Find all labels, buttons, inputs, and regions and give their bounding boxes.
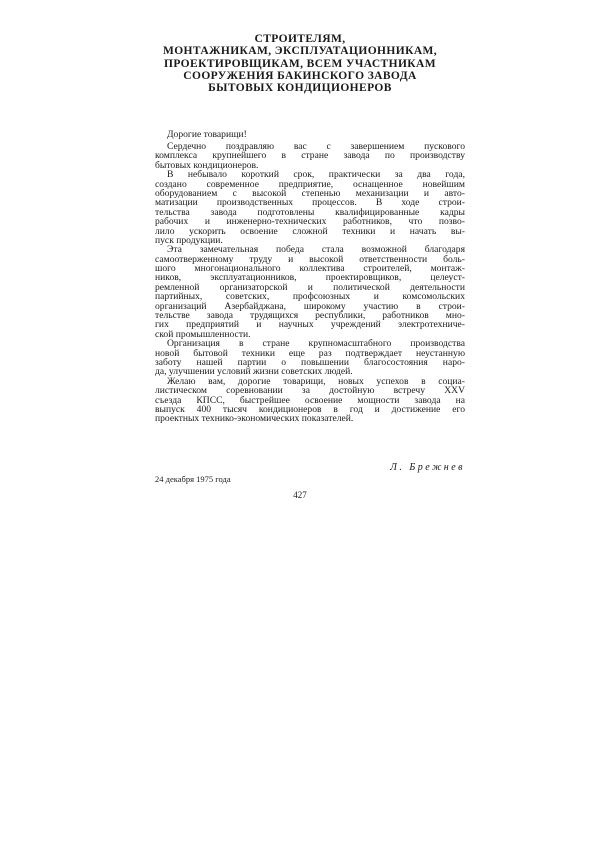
text-line: оборудованием с высокой степенью механизации и авто- xyxy=(155,188,465,199)
text-line: создано современное предприятие, оснащенное новейшим xyxy=(155,179,465,189)
text-line: ников, эксплуатационников, проектировщиков, целеуст- xyxy=(155,273,465,283)
title-line: МОНТАЖНИКАМ, ЭКСПЛУАТАЦИОННИКАМ, xyxy=(162,45,438,58)
text-line: листическом соревновании за достойную встречу XXV xyxy=(155,386,465,396)
text-line: комплекса крупнейшего в стране завода по производству xyxy=(155,151,465,161)
title-line: СООРУЖЕНИЯ БАКИНСКОГО ЗАВОДА xyxy=(183,69,417,82)
document-title xyxy=(120,33,480,94)
letter-body xyxy=(155,130,465,424)
paragraph xyxy=(155,377,465,424)
title-line: СТРОИТЕЛЯМ, xyxy=(254,33,346,45)
text-line: съезда КПСС, быстрейшее освоение мощности завода на xyxy=(155,395,465,405)
paragraph xyxy=(155,170,465,245)
text-line: Организация в стране крупномасштабного производства xyxy=(167,339,465,349)
title-line: БЫТОВЫХ КОНДИЦИОНЕРОВ xyxy=(208,82,392,95)
text-line: шого многонационального коллектива строителей, монтаж- xyxy=(155,264,465,274)
text-line: Желаю вам, дорогие товарищи, новых успехов в социа- xyxy=(167,376,465,387)
text-line: В небывало короткий срок, практически за два года, xyxy=(167,170,465,180)
text-line: да, улучшении условий жизни советских людей. xyxy=(155,366,353,378)
text-line: новой бытовой техники еще раз подтверждает неустанную xyxy=(155,348,465,358)
title-line: ПРОЕКТИРОВЩИКАМ, ВСЕМ УЧАСТНИКАМ xyxy=(163,57,437,70)
text-line: бытовых кондиционеров. xyxy=(155,159,259,171)
page-number: 427 xyxy=(293,490,307,500)
text-line: выпуск 400 тысяч кондиционеров в год и достижение его xyxy=(155,404,465,415)
text-line: организаций Азербайджана, широкому участию в строи- xyxy=(155,301,465,312)
text-line: Эта замечательная победа стала возможной благодаря xyxy=(167,245,465,255)
text-line: заботу нашей партии о повышении благосостояния наро- xyxy=(155,357,465,368)
text-line: ремленной организаторской и политической деятельности xyxy=(155,282,465,293)
paragraph xyxy=(155,245,465,339)
text-line: тельства завода подготовлены квалифицированные кадры xyxy=(155,207,465,218)
greeting: Дорогие товарищи! xyxy=(167,129,247,140)
text-line: пуск продукции. xyxy=(155,234,223,246)
text-line: проектных технико-экономических показателей. xyxy=(155,413,354,425)
signature: Л. Брежнев xyxy=(390,462,465,473)
text-line: тельстве завода трудящихся республики, работников мно- xyxy=(155,311,465,321)
text-line: лило ускорить освоение сложной техники и начать вы- xyxy=(155,226,465,236)
text-line: партийных, советских, профсоюзных и комсомольских xyxy=(155,292,465,302)
text-line: самоотверженному труду и высокой ответственности боль- xyxy=(155,254,465,265)
paragraph xyxy=(155,339,465,377)
text-line: гих предприятий и научных учреждений электротехниче- xyxy=(155,320,465,330)
text-line: Сердечно поздравляю вас с завершением пускового xyxy=(167,142,465,152)
paragraph xyxy=(155,142,465,170)
date: 24 декабря 1975 года xyxy=(155,474,231,484)
text-line: рабочих и инженерно-технических работников, что позво- xyxy=(155,217,465,227)
text-line: ской промышленности. xyxy=(155,328,251,340)
text-line: матизации производственных процессов. В ходе строи- xyxy=(155,198,465,208)
